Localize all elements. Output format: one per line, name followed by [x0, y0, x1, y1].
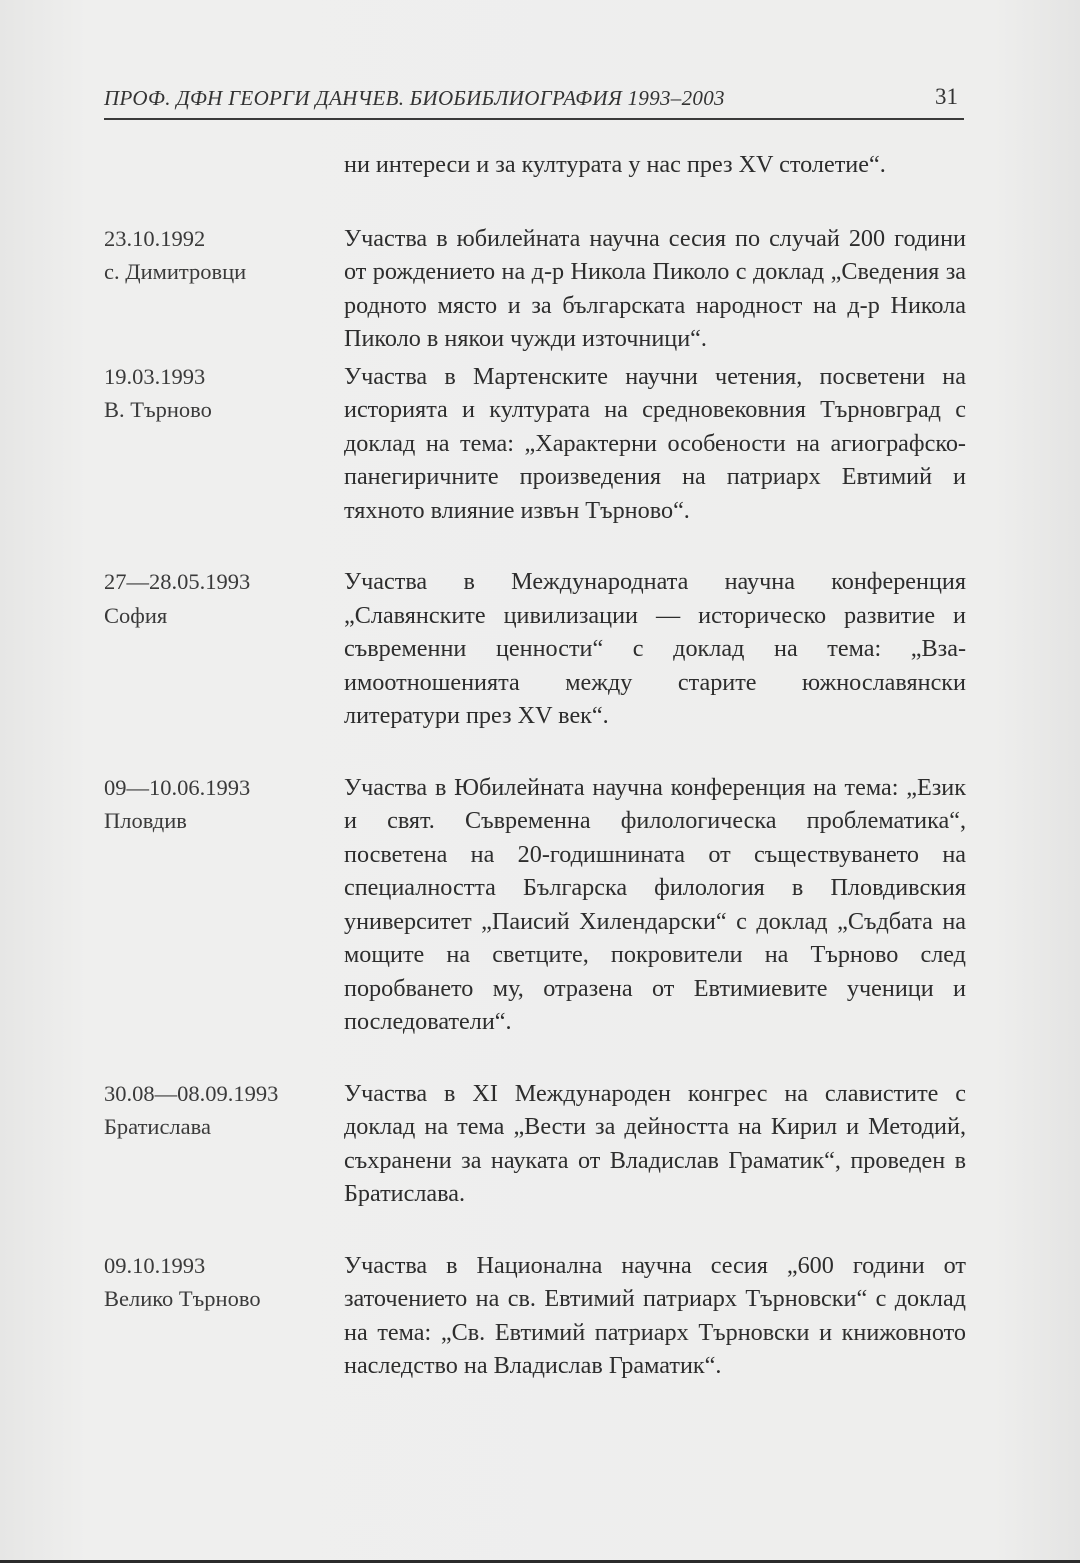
spacer — [104, 527, 966, 565]
chronology-entry — [104, 222, 966, 356]
page-number: 31 — [935, 84, 958, 109]
entry-text: Участва в Мартенските научни четения, посветени на историята и културата на средновековния Търновград с доклад на тема: „Характерни особености на агиографско-панегиричните произведения на патриарх Евтимий и тяхното влияние извън Търново“. — [344, 362, 966, 524]
entry-place: Пловдив — [104, 808, 187, 833]
entry-place: Велико Търново — [104, 1286, 261, 1311]
entry-text: Участва в юбилейната научна сесия по случай 200 години от рождението на д-р Никола Пиколо с доклад „Сведения за родното място и за българската народност на д-р Никола Пиколо в някои чужди източници“. — [344, 224, 966, 352]
entry-place: Братислава — [104, 1114, 211, 1139]
chronology-entry — [104, 1077, 966, 1211]
entry-date: 09—10.06.1993 — [104, 774, 251, 800]
chronology-entry — [104, 771, 966, 1039]
chronology-entry — [104, 360, 966, 528]
spacer — [104, 1211, 966, 1249]
entry-meta — [104, 1077, 344, 1144]
entry-date: 23.10.1992 — [104, 225, 206, 251]
entry-meta — [104, 771, 344, 838]
header-title: ПРОФ. ДФН ГЕОРГИ ДАНЧЕВ. БИОБИБЛИОГРАФИЯ 1993–2003 — [104, 86, 725, 110]
running-header — [104, 84, 964, 120]
entry-meta — [104, 222, 344, 289]
entry-meta — [104, 360, 344, 427]
entry-date: 27—28.05.1993 — [104, 569, 251, 594]
entry-text: Участва в Национална научна сесия „600 години от заточението на св. Евтимий патриарх Търновски“ с доклад на тема: „Св. Евтимий патриарх Търновски и книжовното наследство на Владислав Граматик“. — [344, 1251, 966, 1379]
spacer — [104, 1039, 966, 1077]
entry-place: с. Димитровци — [104, 259, 247, 284]
entry-text: Участва в Юбилейната научна конференция на тема: „Език и свят. Съвременна филологическа проблематика“, посветена на 20-годишнината от съществуването на специалността Българска филология в Пловдивския университет „Паисий Хилендарски“ с доклад „Съдбата на мощите на светците, покровители на Търново след поробването му, отразена от Евтимиевите ученици и последователи“. — [344, 773, 966, 1035]
entry-place: София — [104, 602, 168, 628]
entry-text: Участва в XI Международен конгрес на славистите с доклад на тема „Вести за дейността на Кирил и Методий, съхранени за науката от Владислав Граматик“, проведен в Братислава. — [344, 1079, 966, 1207]
spacer — [104, 733, 966, 771]
continued-paragraph: ни интереси и за културата у нас през XV столетие“. — [344, 151, 886, 178]
page-body — [104, 148, 966, 1383]
chronology-entry — [104, 565, 966, 733]
entry-meta — [104, 565, 344, 632]
entry-place: В. Търново — [104, 397, 212, 422]
entry-meta — [104, 1249, 344, 1316]
entry-date: 09.10.1993 — [104, 1252, 206, 1278]
spacer — [104, 182, 966, 222]
chronology-entry — [104, 1249, 966, 1383]
entry-date: 19.03.1993 — [104, 363, 206, 389]
entry-date: 30.08—08.09.1993 — [104, 1080, 279, 1106]
entry-text: Участва в Международната научна конференция „Славянските цивилизации — историческо развитие и съвременни ценности“ с доклад на тема: „Взаимоотношенията между старите южнославянски литератури през XV век“. — [344, 568, 966, 729]
